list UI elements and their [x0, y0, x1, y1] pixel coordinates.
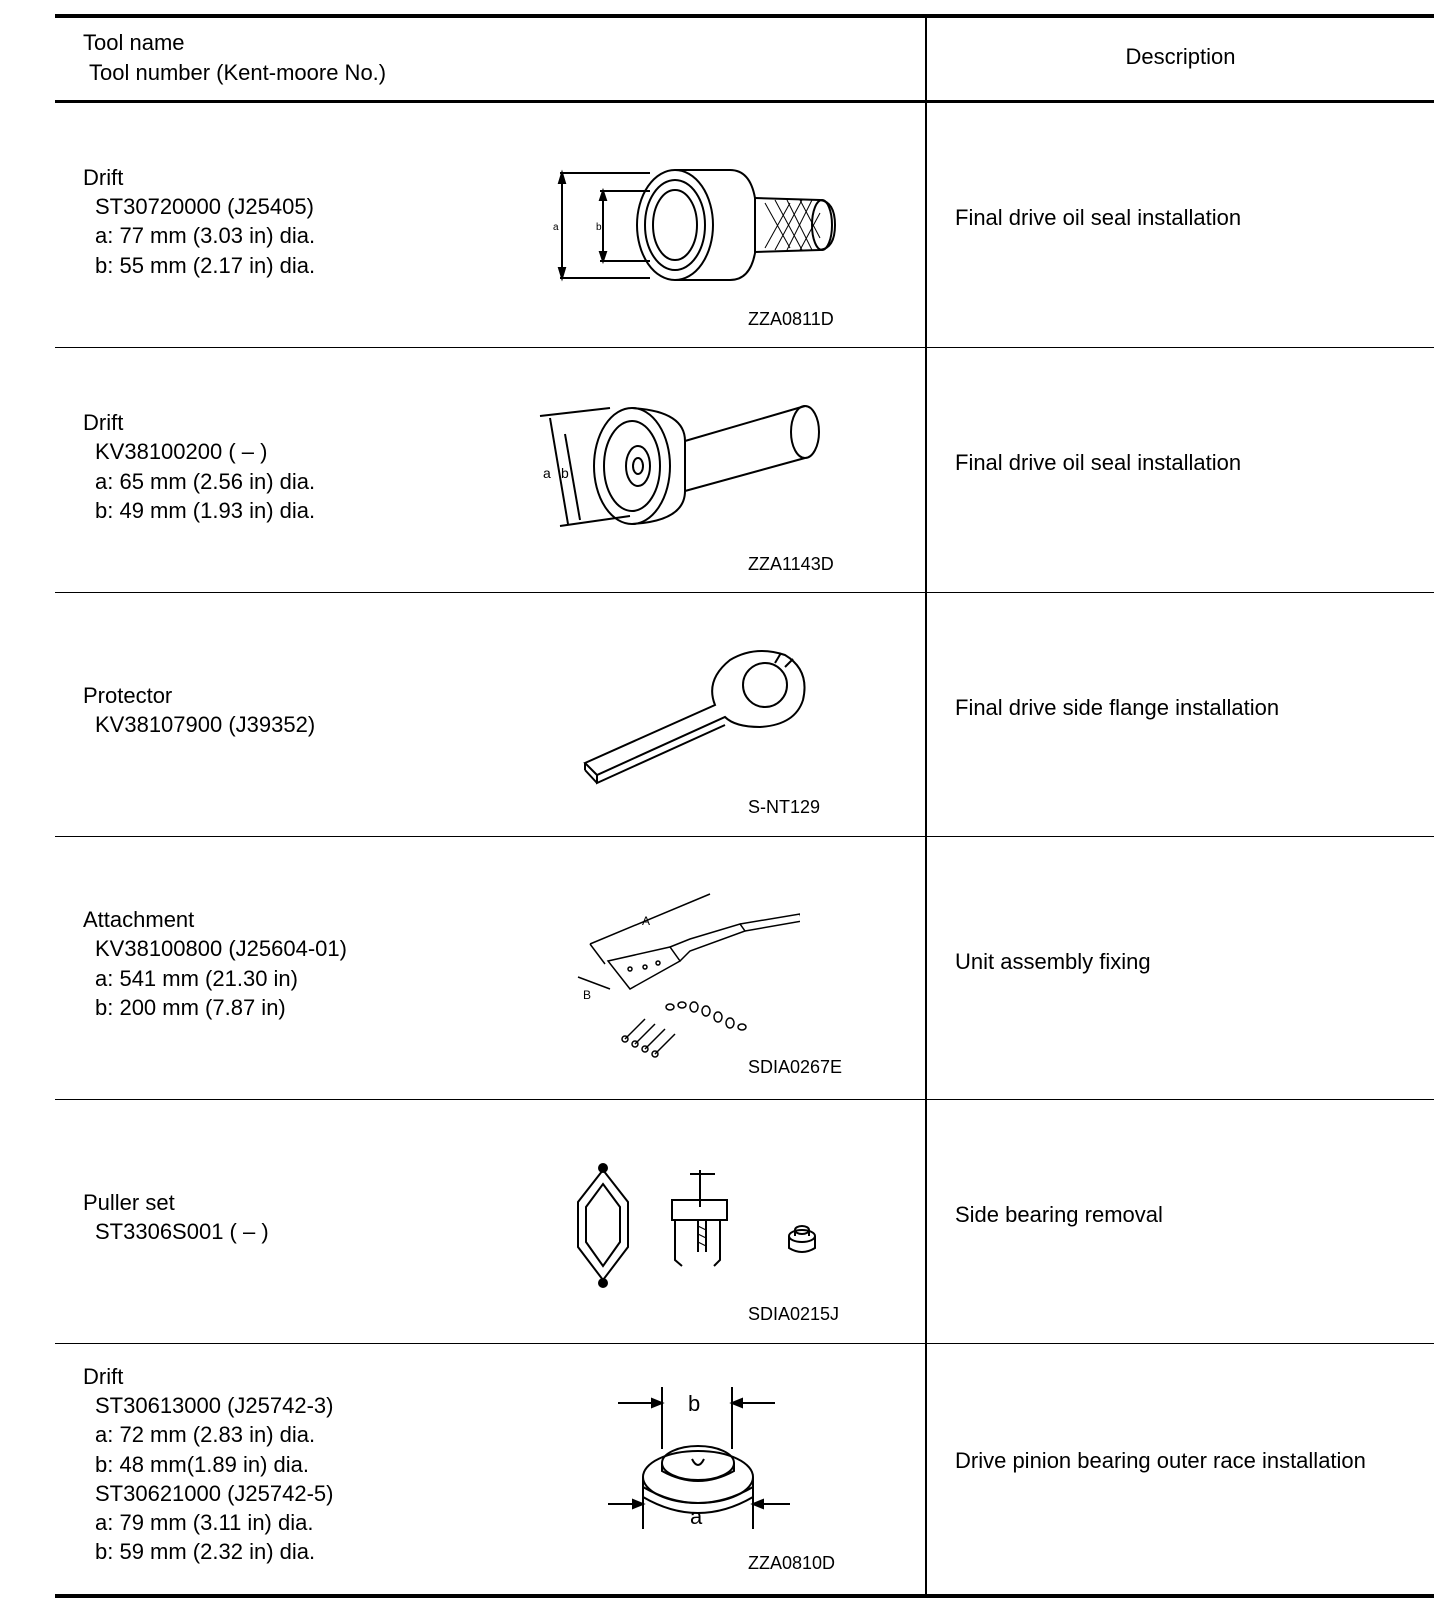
tool-line: b: 55 mm (2.17 in) dia.	[95, 252, 316, 278]
tool-cell	[55, 593, 926, 837]
description-cell	[926, 837, 1434, 1099]
tool-line: KV38107900 (J39352)	[95, 712, 316, 738]
drift-icon	[550, 158, 850, 288]
tool-name: Puller set	[83, 1189, 175, 1215]
tool-description: Drive pinion bearing outer race installation	[955, 1447, 1366, 1473]
header-description: Description	[1125, 44, 1236, 69]
figure-code: ZZA1143D	[748, 553, 834, 574]
dimension-label-a: a	[553, 221, 559, 233]
tool-description: Final drive oil seal installation	[955, 449, 1242, 475]
dimension-label-b: b	[688, 1390, 701, 1416]
tool-description: Final drive oil seal installation	[955, 204, 1242, 230]
table-row	[55, 593, 1434, 837]
figure-code: ZZA0811D	[748, 308, 834, 329]
figure-code: SDIA0267E	[748, 1057, 843, 1078]
tool-line: ST30621000 (J25742-5)	[95, 1480, 334, 1506]
dimension-label-b: b	[596, 221, 602, 233]
tool-name: Drift	[83, 164, 124, 190]
special-tools-table	[55, 14, 1434, 1598]
header-tool-cell	[55, 16, 926, 101]
tool-line: ST3306S001 ( – )	[95, 1218, 269, 1244]
drift-icon	[600, 1379, 800, 1539]
tool-line: a: 79 mm (3.11 in) dia.	[95, 1510, 314, 1536]
description-cell	[926, 101, 1434, 347]
tool-line: KV38100800 (J25604-01)	[95, 936, 347, 962]
description-cell	[926, 1099, 1434, 1343]
table-row	[55, 1343, 1434, 1596]
tool-line: a: 65 mm (2.56 in) dia.	[95, 468, 316, 494]
tool-line: a: 72 mm (2.83 in) dia.	[95, 1422, 316, 1448]
tool-line: b: 59 mm (2.32 in) dia.	[95, 1539, 316, 1565]
tool-name: Protector	[83, 683, 173, 709]
header-tool-number: Tool number (Kent-moore No.)	[89, 60, 387, 85]
tool-line: b: 49 mm (1.93 in) dia.	[95, 497, 316, 523]
description-cell	[926, 593, 1434, 837]
table-header-row	[55, 16, 1434, 101]
tool-cell	[55, 1343, 926, 1596]
protector-icon	[575, 645, 815, 785]
table-row	[55, 347, 1434, 592]
tool-line: ST30613000 (J25742-3)	[95, 1392, 334, 1418]
dimension-label-a: a	[543, 464, 551, 481]
tool-cell	[55, 1099, 926, 1343]
figure-code: SDIA0215J	[748, 1303, 840, 1324]
attachment-icon	[570, 889, 800, 1064]
tool-cell	[55, 347, 926, 592]
dimension-label-a: A	[642, 914, 651, 929]
tool-name: Drift	[83, 409, 124, 435]
description-cell	[926, 1343, 1434, 1596]
tool-description: Unit assembly fixing	[955, 949, 1151, 975]
tool-line: KV38100200 ( – )	[95, 439, 268, 465]
tool-line: b: 48 mm(1.89 in) dia.	[95, 1451, 309, 1477]
table-row	[55, 1099, 1434, 1343]
tool-line: ST30720000 (J25405)	[95, 194, 314, 220]
tool-description: Side bearing removal	[955, 1201, 1163, 1227]
header-description-cell	[926, 16, 1434, 101]
tool-cell	[55, 101, 926, 347]
tool-description: Final drive side flange installation	[955, 695, 1280, 721]
dimension-label-a: a	[690, 1503, 703, 1529]
figure-code: S-NT129	[748, 797, 821, 818]
figure-code: ZZA0810D	[748, 1552, 836, 1573]
tool-line: a: 77 mm (3.03 in) dia.	[95, 223, 316, 249]
tool-line: a: 541 mm (21.30 in)	[95, 965, 298, 991]
drift-icon	[535, 396, 835, 536]
tool-line: b: 200 mm (7.87 in)	[95, 995, 286, 1020]
table-row	[55, 101, 1434, 347]
tool-name: Drift	[83, 1363, 124, 1389]
dimension-label-b: b	[561, 464, 569, 481]
header-tool-name: Tool name	[83, 30, 185, 55]
dimension-label-b: B	[583, 988, 592, 1003]
puller-set-icon	[570, 1162, 840, 1292]
tool-name: Attachment	[83, 907, 195, 933]
tool-cell	[55, 837, 926, 1099]
description-cell	[926, 347, 1434, 592]
table-row	[55, 837, 1434, 1099]
